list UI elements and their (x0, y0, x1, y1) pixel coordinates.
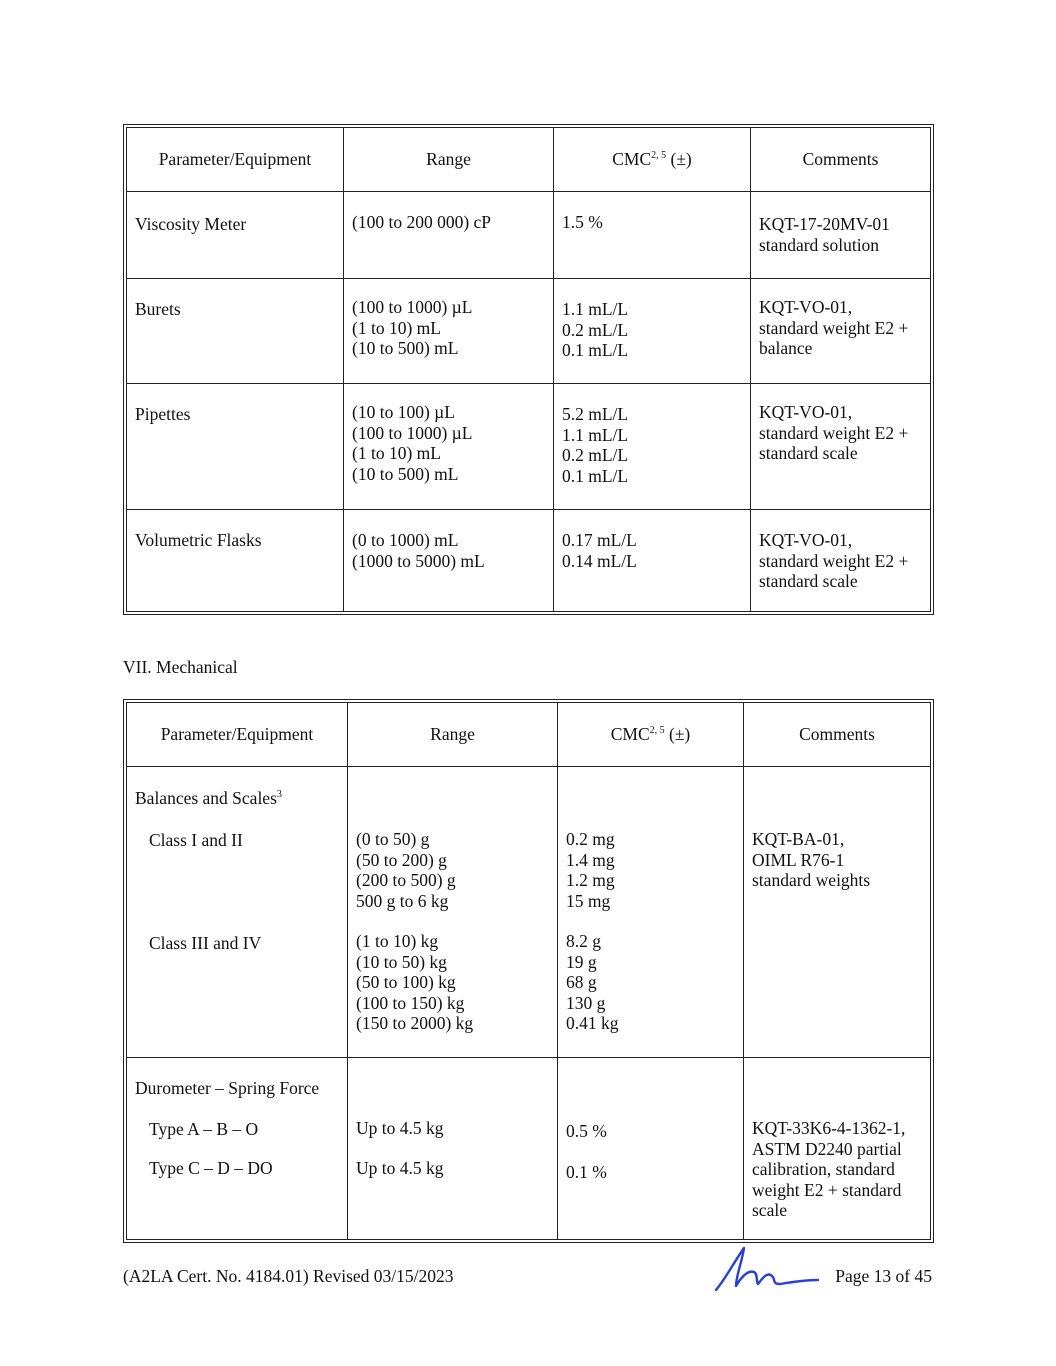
durometer-title: Durometer – Spring Force (135, 1078, 320, 1098)
cmc-line: 0.41 kg (566, 1013, 619, 1033)
cmc-line: 15 mg (566, 890, 611, 911)
row-comments (751, 192, 931, 279)
table-row (127, 767, 931, 1058)
range-line: Up to 4.5 kg (356, 1118, 444, 1138)
cmc-line: 19 g (566, 951, 597, 972)
header-comments: Comments (751, 128, 931, 192)
comment-line: weight E2 + standard (752, 1179, 902, 1200)
header-range: Range (348, 703, 558, 767)
header-cmc-suffix: (±) (664, 724, 691, 745)
cmc-line: 5.2 mL/L (562, 404, 629, 424)
cmc-line: 1.4 mg (566, 849, 615, 870)
cmc-line: 68 g (566, 972, 597, 992)
range-line: (1000 to 5000) mL (352, 550, 485, 571)
cmc-line: 1.1 mL/L (562, 299, 629, 319)
table-header-row (127, 128, 931, 192)
row-range (344, 510, 554, 612)
comment-line: standard solution (759, 234, 880, 255)
range-line: (0 to 1000) mL (352, 530, 459, 550)
range-line: (1 to 10) mL (352, 317, 441, 338)
type-a-label: Type A – B – O (149, 1118, 259, 1139)
range-line: (100 to 1000) µL (352, 297, 473, 317)
header-parameter: Parameter/Equipment (127, 703, 348, 767)
comment-line: calibration, standard (752, 1159, 895, 1179)
cmc-line: 0.1 mL/L (562, 340, 629, 360)
comment-line: KQT-BA-01, (752, 829, 845, 849)
table-2 (126, 702, 931, 1240)
footer-page-number: Page 13 of 45 (835, 1266, 932, 1286)
range-line: 500 g to 6 kg (356, 890, 449, 911)
cmc-line: 1.1 mL/L (562, 424, 629, 445)
comment-line: scale (752, 1200, 787, 1220)
comment-line: KQT-VO-01, (759, 402, 853, 422)
table-row (127, 384, 931, 510)
class-1-label: Class I and II (149, 829, 243, 850)
durometer-range (348, 1058, 558, 1240)
row-comments (751, 384, 931, 510)
signature-image (712, 1240, 822, 1295)
cmc-line: 0.17 mL/L (562, 530, 637, 550)
row-parameter: Pipettes (127, 384, 344, 510)
balances-cmc (558, 767, 744, 1058)
balances-range (348, 767, 558, 1058)
cmc-line: 0.2 mL/L (562, 445, 629, 465)
header-cmc-text: CMC (612, 149, 652, 170)
comment-line: standard weights (752, 870, 871, 890)
range-line: (100 to 150) kg (356, 992, 465, 1013)
header-cmc-text: CMC (610, 724, 650, 745)
range-line: (1 to 10) kg (356, 931, 439, 951)
header-range: Range (344, 128, 554, 192)
range-line: Up to 4.5 kg (356, 1157, 444, 1178)
cmc-line: 0.14 mL/L (562, 550, 637, 571)
comment-line: KQT-VO-01, (759, 297, 853, 317)
cmc-line: 1.2 mg (566, 870, 615, 890)
table-row (127, 192, 931, 279)
header-cmc-suffix: (±) (666, 149, 692, 170)
comment-line: OIML R76-1 (752, 849, 845, 870)
range-line: (1 to 10) mL (352, 443, 441, 463)
table-mechanical (123, 699, 934, 1243)
row-parameter: Volumetric Flasks (127, 510, 344, 612)
range-line: (150 to 2000) kg (356, 1013, 474, 1033)
comment-line: standard weight E2 + (759, 422, 909, 443)
type-c-label: Type C – D – DO (149, 1158, 273, 1178)
table-header-row (127, 703, 931, 767)
range-line: (50 to 100) kg (356, 972, 456, 992)
class-3-label: Class III and IV (149, 933, 262, 953)
row-cmc (554, 279, 751, 384)
table-row (127, 510, 931, 612)
comment-line: KQT-VO-01, (759, 530, 853, 550)
footer-cert-text: (A2LA Cert. No. 4184.01) Revised 03/15/2023 (123, 1266, 454, 1286)
cmc-line: 8.2 g (566, 931, 601, 951)
header-cmc-sup: 2, 5 (651, 150, 667, 162)
row-comments (751, 510, 931, 612)
header-comments: Comments (744, 703, 931, 767)
comment-line: ASTM D2240 partial (752, 1138, 902, 1159)
balances-title (135, 788, 339, 809)
row-range (344, 192, 554, 279)
range-line: (10 to 500) mL (352, 463, 459, 484)
comment-line: standard scale (759, 571, 858, 591)
cmc-line: 130 g (566, 992, 606, 1013)
row-cmc (554, 192, 751, 279)
durometer-parameter (127, 1058, 348, 1240)
header-cmc (554, 128, 751, 192)
row-parameter: Viscosity Meter (127, 192, 344, 279)
balances-title-sup: 3 (276, 789, 282, 801)
range-line: (0 to 50) g (356, 829, 430, 849)
cmc-line: 1.5 % (562, 212, 603, 232)
cmc-line: 0.1 mL/L (562, 465, 629, 486)
section-heading: VII. Mechanical (123, 657, 238, 677)
table-fluid-volume (123, 124, 934, 615)
range-line: (100 to 1000) µL (352, 422, 473, 443)
comment-line: standard weight E2 + (759, 550, 909, 571)
comment-line: KQT-33K6-4-1362-1, (752, 1118, 906, 1138)
row-comments (751, 279, 931, 384)
balances-comments (744, 767, 931, 1058)
range-line: (10 to 500) mL (352, 338, 459, 358)
range-line: (100 to 200 000) cP (352, 212, 492, 232)
table-row (127, 1058, 931, 1240)
row-cmc (554, 510, 751, 612)
table-row (127, 279, 931, 384)
cmc-line: 0.5 % (566, 1121, 607, 1141)
row-range (344, 384, 554, 510)
header-parameter: Parameter/Equipment (127, 128, 344, 192)
balances-parameter (127, 767, 348, 1058)
durometer-comments (744, 1058, 931, 1240)
range-line: (10 to 50) kg (356, 951, 447, 972)
header-cmc-sup: 2, 5 (649, 725, 665, 737)
durometer-cmc (558, 1058, 744, 1240)
comment-line: balance (759, 338, 813, 358)
row-cmc (554, 384, 751, 510)
range-line: (50 to 200) g (356, 849, 447, 870)
comment-line: standard scale (759, 443, 858, 463)
row-parameter: Burets (127, 279, 344, 384)
cmc-line: 0.2 mL/L (562, 319, 629, 340)
cmc-line: 0.1 % (566, 1161, 607, 1182)
balances-title-text: Balances and Scales (135, 788, 277, 808)
range-line: (200 to 500) g (356, 870, 456, 890)
cmc-line: 0.2 mg (566, 829, 615, 849)
comment-line: standard weight E2 + (759, 317, 909, 338)
header-cmc (558, 703, 744, 767)
range-line: (10 to 100) µL (352, 402, 455, 422)
table-1 (126, 127, 931, 612)
row-range (344, 279, 554, 384)
comment-line: KQT-17-20MV-01 (759, 214, 890, 234)
